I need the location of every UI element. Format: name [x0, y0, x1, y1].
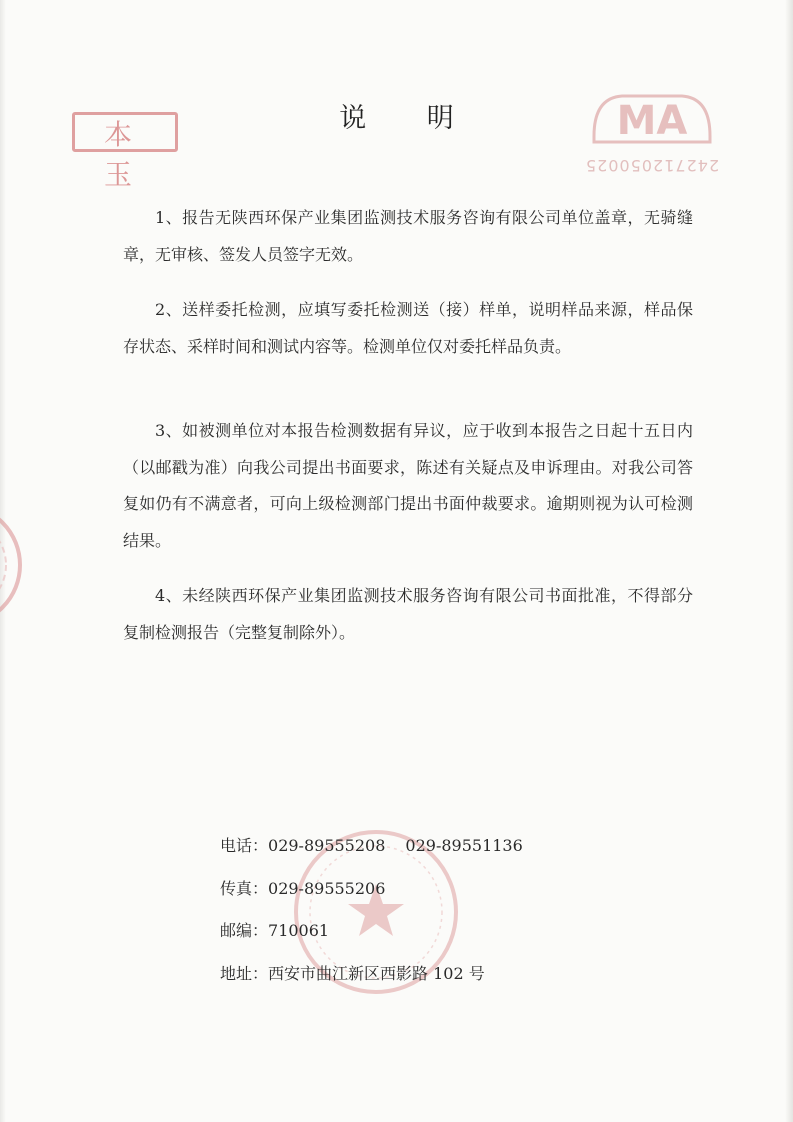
edge-seal-graphic: [0, 500, 32, 630]
phone-number-1: 029-89555208: [268, 836, 386, 855]
fax-label: 传真：: [220, 879, 269, 898]
edge-seal: [0, 500, 32, 630]
contact-phone: [220, 833, 523, 856]
notice-paragraph-2: 2、送样委托检测，应填写委托检测送（接）样单，说明样品来源，样品保存状态、采样时间和测试内容等。检测单位仅对委托样品负责。: [123, 300, 693, 356]
postcode-label: 邮编：: [220, 921, 269, 940]
ben-stamp-text: 本 玉: [103, 118, 146, 191]
address-label: 地址：: [220, 964, 269, 983]
notice-paragraph-4: 4、未经陕西环保产业集团监测技术服务咨询有限公司书面批准，不得部分复制检测报告（完整复制除外）。: [123, 586, 693, 642]
phone-number-2: 029-89551136: [405, 836, 523, 855]
scan-edge-right: [785, 0, 793, 1122]
notice-paragraph-3: 3、如被测单位对本报告检测数据有异议，应于收到本报告之日起十五日内（以邮戳为准）向我公司提出书面要求，陈述有关疑点及申诉理由。对我公司答复如仍有不满意者，可向上级检测部门提出书面仲裁要求。逾期则视为认可检测结果。: [123, 421, 693, 550]
page-title: 说 明: [339, 103, 480, 134]
address-value: 西安市曲江新区西影路 102 号: [268, 964, 485, 983]
contact-address: [220, 961, 485, 984]
postcode-value: 710061: [268, 921, 330, 940]
contact-fax: [220, 876, 385, 899]
notice-paragraph-1: 1、报告无陕西环保产业集团监测技术服务咨询有限公司单位盖章，无骑缝章，无审核、签发人员签字无效。: [123, 208, 693, 264]
ma-stamp-letters: MA: [616, 98, 688, 144]
phone-label: 电话：: [220, 836, 269, 855]
ma-stamp-code: 242712050025: [584, 156, 720, 175]
fax-number: 029-89555206: [268, 879, 386, 898]
contact-postcode: [220, 918, 329, 941]
